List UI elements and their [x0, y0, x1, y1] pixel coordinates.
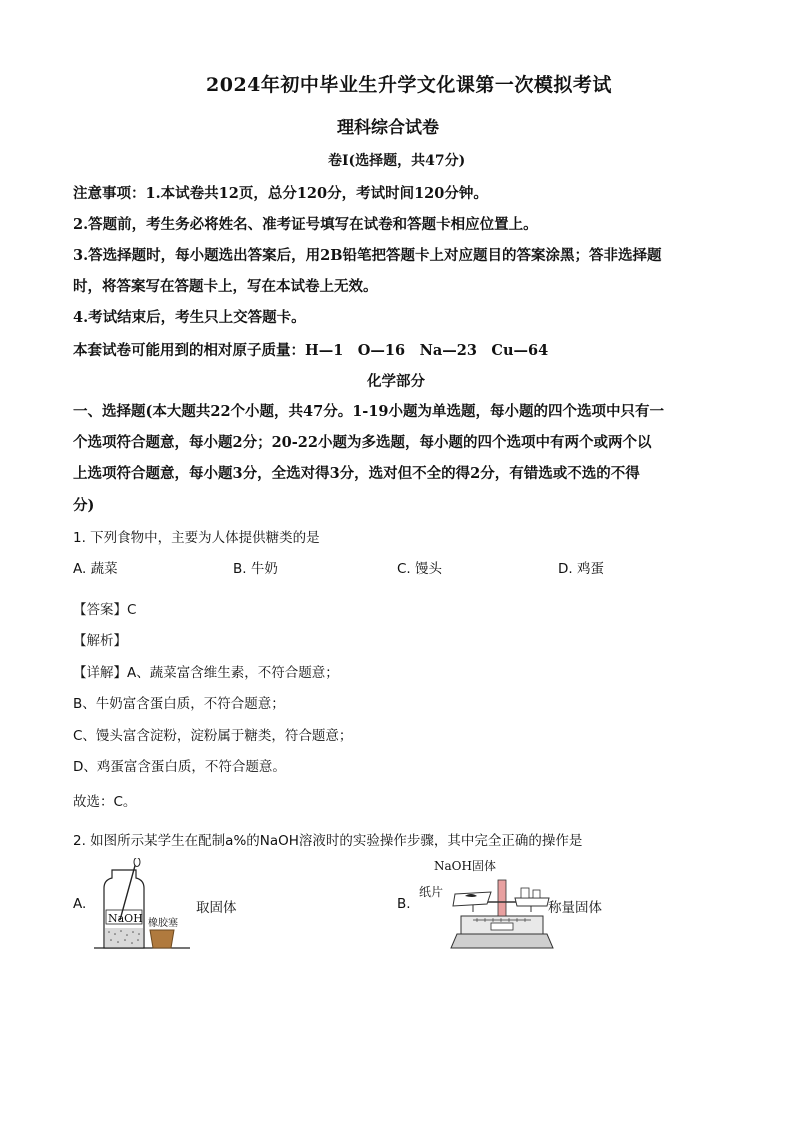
- q1-detail-3: C、馒头富含淀粉，淀粉属于糖类，符合题意；: [73, 728, 353, 744]
- part-intro-line-2: 个选项符合题意，每小题2分；20-22小题为多选题，每小题的四个选项中有两个或两个以: [73, 434, 652, 451]
- note-line-5: 4.考试结束后，考生只上交答题卡。: [73, 309, 306, 326]
- q1-option-a: A. 蔬菜: [73, 561, 118, 577]
- q2-option-a-letter: A.: [73, 896, 87, 912]
- part-intro-line-3: 上选项符合题意，每小题3分，全选对得3分，选对但不全的得2分，有错选或不选的不得: [73, 465, 640, 482]
- q2-stem: 2. 如图所示某学生在配制a%的NaOH溶液时的实验操作步骤，其中完全正确的操作是: [73, 833, 583, 849]
- note-line-1: 注意事项：1.本试卷共12页，总分120分，考试时间120分钟。: [73, 185, 488, 202]
- part-intro-line-4: 分): [73, 497, 95, 514]
- stopper-label: 橡胶塞: [148, 918, 178, 929]
- balance-figure: [447, 870, 557, 952]
- q2-option-a-caption: 取固体: [196, 900, 237, 916]
- q1-detail-1: 【详解】A、蔬菜富含维生素，不符合题意；: [73, 665, 339, 681]
- bottle-figure: [92, 858, 192, 950]
- part-intro-line-1: 一、选择题(本大题共22个小题，共47分。1-19小题为单选题，每小题的四个选项中只有一: [73, 403, 664, 420]
- volume-heading: 卷Ⅰ(选择题，共47分): [328, 153, 466, 169]
- q1-conclusion: 故选：C。: [73, 794, 137, 810]
- q1-stem: 1. 下列食物中，主要为人体提供糖类的是: [73, 530, 320, 546]
- section-heading: 化学部分: [367, 373, 425, 390]
- note-line-3: 3.答选择题时，每小题选出答案后，用2B铅笔把答题卡上对应题目的答案涂黑；答非选择题: [73, 247, 662, 264]
- bottle-label-naoh: NaOH: [108, 912, 143, 925]
- q2-option-b-caption: 称量固体: [548, 900, 602, 916]
- q2-option-b-letter: B.: [397, 896, 411, 912]
- note-line-2: 2.答题前，考生务必将姓名、准考证号填写在试卷和答题卡相应位置上。: [73, 216, 538, 233]
- paper-label: 纸片: [419, 885, 444, 899]
- q1-detail-4: D、鸡蛋富含蛋白质，不符合题意。: [73, 759, 286, 775]
- q1-option-c: C. 馒头: [397, 561, 443, 577]
- q1-option-d: D. 鸡蛋: [558, 561, 604, 577]
- q1-detail-2: B、牛奶富含蛋白质，不符合题意；: [73, 696, 285, 712]
- exam-subtitle: 理科综合试卷: [337, 118, 439, 138]
- q1-answer: 【答案】C: [73, 602, 137, 618]
- atomic-mass-line: 本套试卷可能用到的相对原子质量：H—1 O—16 Na—23 Cu—64: [73, 342, 549, 359]
- naoh-solid-label: NaOH固体: [434, 859, 496, 873]
- q1-option-b: B. 牛奶: [233, 561, 278, 577]
- exam-title: 2024年初中毕业生升学文化课第一次模拟考试: [206, 74, 612, 96]
- note-line-4: 时，将答案写在答题卡上，写在本试卷上无效。: [73, 278, 378, 295]
- q1-analysis-tag: 【解析】: [73, 633, 127, 649]
